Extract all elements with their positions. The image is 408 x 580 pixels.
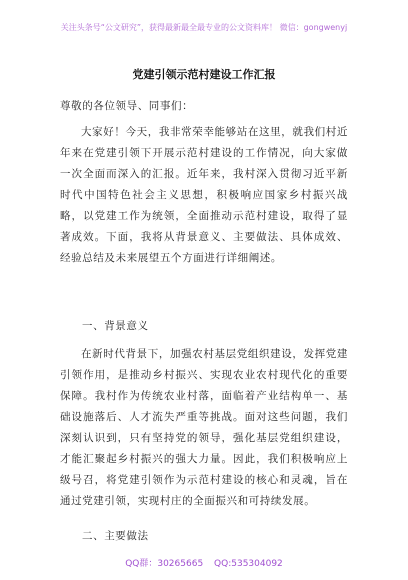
paragraph-background: 在新时代背景下，加强农村基层党组织建设，发挥党建引领作用，是推动乡村振兴、实现农业农村现代化的重要保障。我村作为传统农业村落，面临着产业结构单一、基础设施落后、人才流失严重等挑战。面对这些问题，我们深刻认识到，只有坚持党的领导，强化基层党组织建设，才能汇聚起乡村振兴的强大力量。因此，我们积极响应上级号召，将党建引领作为示范村建设的核心和灵魂，旨在通过党建引领，实现村庄的全面振兴和可持续发展。 — [60, 348, 348, 507]
section-heading-background: 一、背景意义 — [82, 320, 149, 332]
header-banner: 关注头条号“公文研究”，获得最新最全最专业的公文资料库！ 微信：gongwenyj — [60, 23, 348, 32]
footer-qq: QQ:535304092 — [214, 559, 283, 569]
greeting: 尊敬的各位领导、同事们： — [60, 100, 194, 112]
section-heading-main-practices: 二、主要做法 — [82, 530, 149, 542]
paragraph-intro: 大家好！今天，我非常荣幸能够站在这里，就我们村近年来在党建引领下开展示范村建设的工作情况，向大家做一次全面而深入的汇报。近年来，我村深入贯彻习近平新时代中国特色社会主义思想，积极响应国家乡村振兴战略，以党建工作为统领，全面推动示范村建设，取得了显著成效。下面，我将从背景意义、主要做法、具体成效、经验总结及未来展望五个方面进行详细阐述。 — [60, 126, 348, 264]
document-title: 党建引领示范村建设工作汇报 — [132, 68, 276, 81]
footer-contact — [0, 556, 408, 569]
footer-qq-group: QQ群：30265665 — [125, 559, 204, 569]
